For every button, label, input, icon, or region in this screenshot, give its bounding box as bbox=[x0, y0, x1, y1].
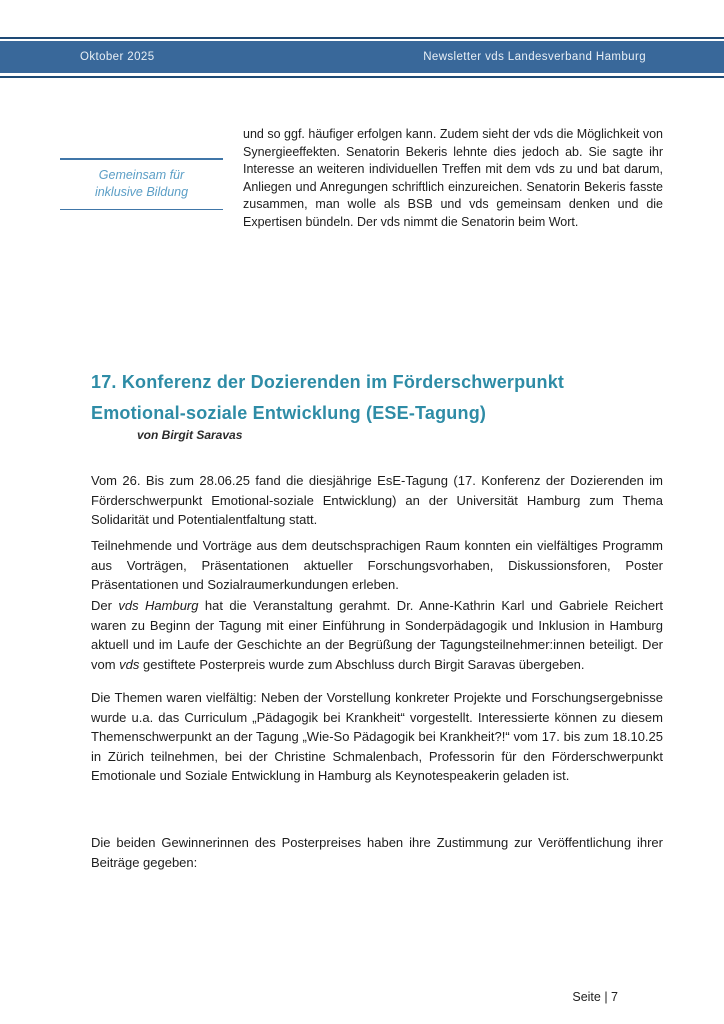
article-paragraph-5: Die beiden Gewinnerinnen des Posterpreises haben ihre Zustimmung zur Veröffentlichung ihrer Beiträge gegeben: bbox=[91, 835, 663, 870]
article-title-line-1: 17. Konferenz der Dozierenden im Förderschwerpunkt bbox=[91, 372, 565, 392]
intro-paragraph: und so ggf. häufiger erfolgen kann. Zudem sieht der vds die Möglichkeit von Synergieeffekten. Senatorin Bekeris lehnte dies jedoch ab. Sie sagte ihr Interesse an weiteren individuellen Treffen mit dem vds zu und bat darum, Anliegen und Anregungen schriftlich einzureichen. Senatorin Bekeris fasste zusammen, man wolle als BSB und vds gemeinsam denken und die Expertisen bündeln. Der vds nimmt die Senatorin beim Wort. bbox=[243, 127, 663, 229]
page-number: Seite | 7 bbox=[572, 990, 618, 1004]
header-newsletter-title: Newsletter vds Landesverband Hamburg bbox=[423, 51, 646, 63]
article-title bbox=[91, 367, 671, 428]
motto-block bbox=[60, 158, 223, 210]
header-bar bbox=[0, 41, 724, 73]
header-top-rule bbox=[0, 37, 724, 39]
header-date: Oktober 2025 bbox=[80, 51, 155, 63]
motto-text bbox=[60, 160, 223, 209]
article-paragraph-3: Der vds Hamburg hat die Veranstaltung gerahmt. Dr. Anne-Kathrin Karl und Gabriele Reichert waren zu Beginn der Tagung mit einer Einführung in Sonderpädagogik und Inklusion in Hamburg aktuell und im Laufe der Geschichte an der Begrüßung der Tagungsteilnehmer:innen beteiligt. Der vom vds gestiftete Posterpreis wurde zum Abschluss durch Birgit Saravas übergeben. bbox=[91, 598, 664, 672]
motto-line-1: Gemeinsam für bbox=[98, 167, 185, 182]
article-paragraph-1: Vom 26. Bis zum 28.06.25 fand die diesjährige EsE-Tagung (17. Konferenz der Dozierenden im Förderschwerpunkt Emotional-soziale Entwicklung) an der Universität Hamburg zum Thema Solidarität und Potentialentfaltung statt. bbox=[91, 473, 663, 527]
article-paragraph-4: Die Themen waren vielfältig: Neben der Vorstellung konkreter Projekte und Forschungsergebnisse wurde u.a. das Curriculum „Pädagogik bei Krankheit“ vorgestellt. Interessierte können zu diesem Themenschwerpunkt an der Tagung „Wie-So Pädagogik bei Krankheit?!“ vom 17. bis zum 18.10.25 in Zürich teilnehmen, bei der Christine Schmalenbach, Professorin für den Förderschwerpunkt Emotionale und Soziale Entwicklung in Hamburg als Keynotespeakerin geladen ist. bbox=[91, 690, 663, 783]
article-byline: von Birgit Saravas bbox=[137, 428, 243, 442]
article-paragraph-2: Teilnehmende und Vorträge aus dem deutschsprachigen Raum konnten ein vielfältiges Programm aus Vorträgen, Präsentationen aktueller Forschungsvorhaben, Diskussionsforen, Poster Präsentationen und Sozialraumerkundungen erleben. bbox=[91, 538, 663, 592]
article-title-line-2: Emotional-soziale Entwicklung (ESE-Tagung) bbox=[91, 402, 487, 423]
header-bottom-rule bbox=[0, 76, 724, 78]
motto-bottom-rule bbox=[60, 209, 223, 211]
motto-line-2: inklusive Bildung bbox=[94, 184, 189, 199]
